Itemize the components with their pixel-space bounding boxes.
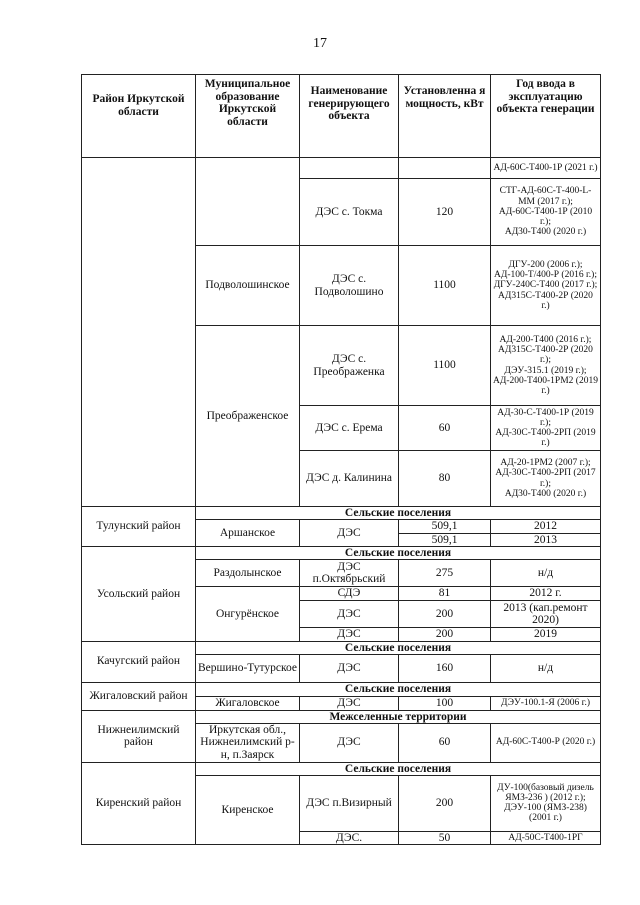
year-cell: 2012 bbox=[491, 520, 601, 534]
district-cell: Жигаловский район bbox=[82, 682, 196, 710]
capacity-cell: 80 bbox=[399, 451, 491, 507]
object-cell: ДЭС с. Преображенка bbox=[300, 326, 399, 406]
section-heading: Сельские поселения bbox=[196, 682, 601, 696]
district-cell: Нижнеилимский район bbox=[82, 710, 196, 762]
section-heading: Сельские поселения bbox=[196, 547, 601, 560]
object-cell: ДЭС bbox=[300, 696, 399, 710]
municipality-cell: Жигаловское bbox=[196, 696, 300, 710]
year-cell: СТГ-АД-60С-Т-400-L-MM (2017 г.); АД-60С-Т400-1Р (2010 г.); АД30-Т400 (2020 г.) bbox=[491, 179, 601, 246]
capacity-cell: 509,1 bbox=[399, 520, 491, 534]
year-cell: ДГУ-200 (2006 г.); АД-100-Т/400-Р (2016 г.); ДГУ-240С-Т400 (2017 г.); АД315С-Т400-2Р (2020 г.) bbox=[491, 246, 601, 326]
object-cell: СДЭ bbox=[300, 587, 399, 601]
capacity-cell: 160 bbox=[399, 654, 491, 682]
capacity-cell: 509,1 bbox=[399, 533, 491, 547]
table-row bbox=[82, 710, 601, 723]
year-cell: АД-30-С-Т400-1Р (2019 г.); АД-30С-Т400-2РП (2019 г.) bbox=[491, 406, 601, 451]
table-row bbox=[82, 762, 601, 775]
capacity-cell: 81 bbox=[399, 587, 491, 601]
section-heading: Сельские поселения bbox=[196, 641, 601, 654]
year-cell: АД-60С-Т400-Р (2020 г.) bbox=[491, 723, 601, 762]
year-cell: н/д bbox=[491, 654, 601, 682]
header-capacity: Установленна я мощность, кВт bbox=[399, 75, 491, 158]
municipality-cell: Онгурёнское bbox=[196, 587, 300, 642]
capacity-cell: 1100 bbox=[399, 246, 491, 326]
year-cell: 2013 (кап.ремонт 2020) bbox=[491, 601, 601, 628]
year-cell: н/д bbox=[491, 560, 601, 587]
section-heading: Межселенные территории bbox=[196, 710, 601, 723]
header-municipality: Муниципальное образование Иркутской области bbox=[196, 75, 300, 158]
capacity-cell bbox=[399, 158, 491, 179]
object-cell: ДЭС bbox=[300, 654, 399, 682]
object-cell: ДЭС с. Подволошино bbox=[300, 246, 399, 326]
year-cell: АД-20-1РМ2 (2007 г.); АД-30С-Т400-2РП (2017 г.); АД30-Т400 (2020 г.) bbox=[491, 451, 601, 507]
year-cell: ДЭУ-100.1-Я (2006 г.) bbox=[491, 696, 601, 710]
capacity-cell: 200 bbox=[399, 628, 491, 642]
year-cell: АД-60С-Т400-1Р (2021 г.) bbox=[491, 158, 601, 179]
year-cell: ДУ-100(базовый дизель ЯМЗ-236 ) (2012 г.); ДЭУ-100 (ЯМЗ-238) (2001 г.) bbox=[491, 775, 601, 831]
table-row bbox=[82, 158, 601, 179]
object-cell: ДЭС п.Визирный bbox=[300, 775, 399, 831]
capacity-cell: 50 bbox=[399, 831, 491, 845]
municipality-cell: Иркутская обл., Нижнеилимский р-н, п.Заярск bbox=[196, 723, 300, 762]
capacity-cell: 120 bbox=[399, 179, 491, 246]
municipality-cell bbox=[196, 158, 300, 246]
municipality-cell: Подволошинское bbox=[196, 246, 300, 326]
capacity-cell: 1100 bbox=[399, 326, 491, 406]
district-cell bbox=[82, 158, 196, 507]
municipality-cell: Киренское bbox=[196, 775, 300, 845]
header-district: Район Иркутской области bbox=[82, 75, 196, 158]
municipality-cell: Раздолынское bbox=[196, 560, 300, 587]
year-cell: 2012 г. bbox=[491, 587, 601, 601]
object-cell bbox=[300, 158, 399, 179]
header-year: Год ввода в эксплуатацию объекта генерации bbox=[491, 75, 601, 158]
capacity-cell: 275 bbox=[399, 560, 491, 587]
capacity-cell: 60 bbox=[399, 723, 491, 762]
capacity-cell: 200 bbox=[399, 601, 491, 628]
object-cell: ДЭС bbox=[300, 601, 399, 628]
municipality-cell: Аршанское bbox=[196, 520, 300, 547]
generation-table bbox=[81, 74, 601, 845]
object-cell: ДЭС с. Токма bbox=[300, 179, 399, 246]
year-cell: 2013 bbox=[491, 533, 601, 547]
capacity-cell: 200 bbox=[399, 775, 491, 831]
capacity-cell: 100 bbox=[399, 696, 491, 710]
district-cell: Качугский район bbox=[82, 641, 196, 682]
object-cell: ДЭС bbox=[300, 723, 399, 762]
object-cell: ДЭС д. Калинина bbox=[300, 451, 399, 507]
capacity-cell: 60 bbox=[399, 406, 491, 451]
table-header-row bbox=[82, 75, 601, 158]
section-heading: Сельские поселения bbox=[196, 762, 601, 775]
year-cell: 2019 bbox=[491, 628, 601, 642]
object-cell: ДЭС bbox=[300, 520, 399, 547]
table-row bbox=[82, 682, 601, 696]
header-object: Наименование генерирующего объекта bbox=[300, 75, 399, 158]
municipality-cell: Вершино-Тутурское bbox=[196, 654, 300, 682]
year-cell: АД-200-Т400 (2016 г.); АД315С-Т400-2Р (2020 г.); ДЭУ-315.1 (2019 г.); АД-200-Т400-1РМ2 (2019 г.) bbox=[491, 326, 601, 406]
section-heading: Сельские поселения bbox=[196, 507, 601, 520]
page-number: 17 bbox=[313, 36, 327, 51]
district-cell: Усольский район bbox=[82, 547, 196, 642]
municipality-cell: Преображенское bbox=[196, 326, 300, 507]
district-cell: Киренский район bbox=[82, 762, 196, 845]
object-cell: ДЭС с. Ерема bbox=[300, 406, 399, 451]
table-row bbox=[82, 507, 601, 520]
district-cell: Тулунский район bbox=[82, 507, 196, 547]
object-cell: ДЭС. bbox=[300, 831, 399, 845]
table-row bbox=[82, 547, 601, 560]
object-cell: ДЭС bbox=[300, 628, 399, 642]
table-row bbox=[82, 641, 601, 654]
year-cell: АД-50С-Т400-1РГ bbox=[491, 831, 601, 845]
object-cell: ДЭС п.Октябрьский bbox=[300, 560, 399, 587]
